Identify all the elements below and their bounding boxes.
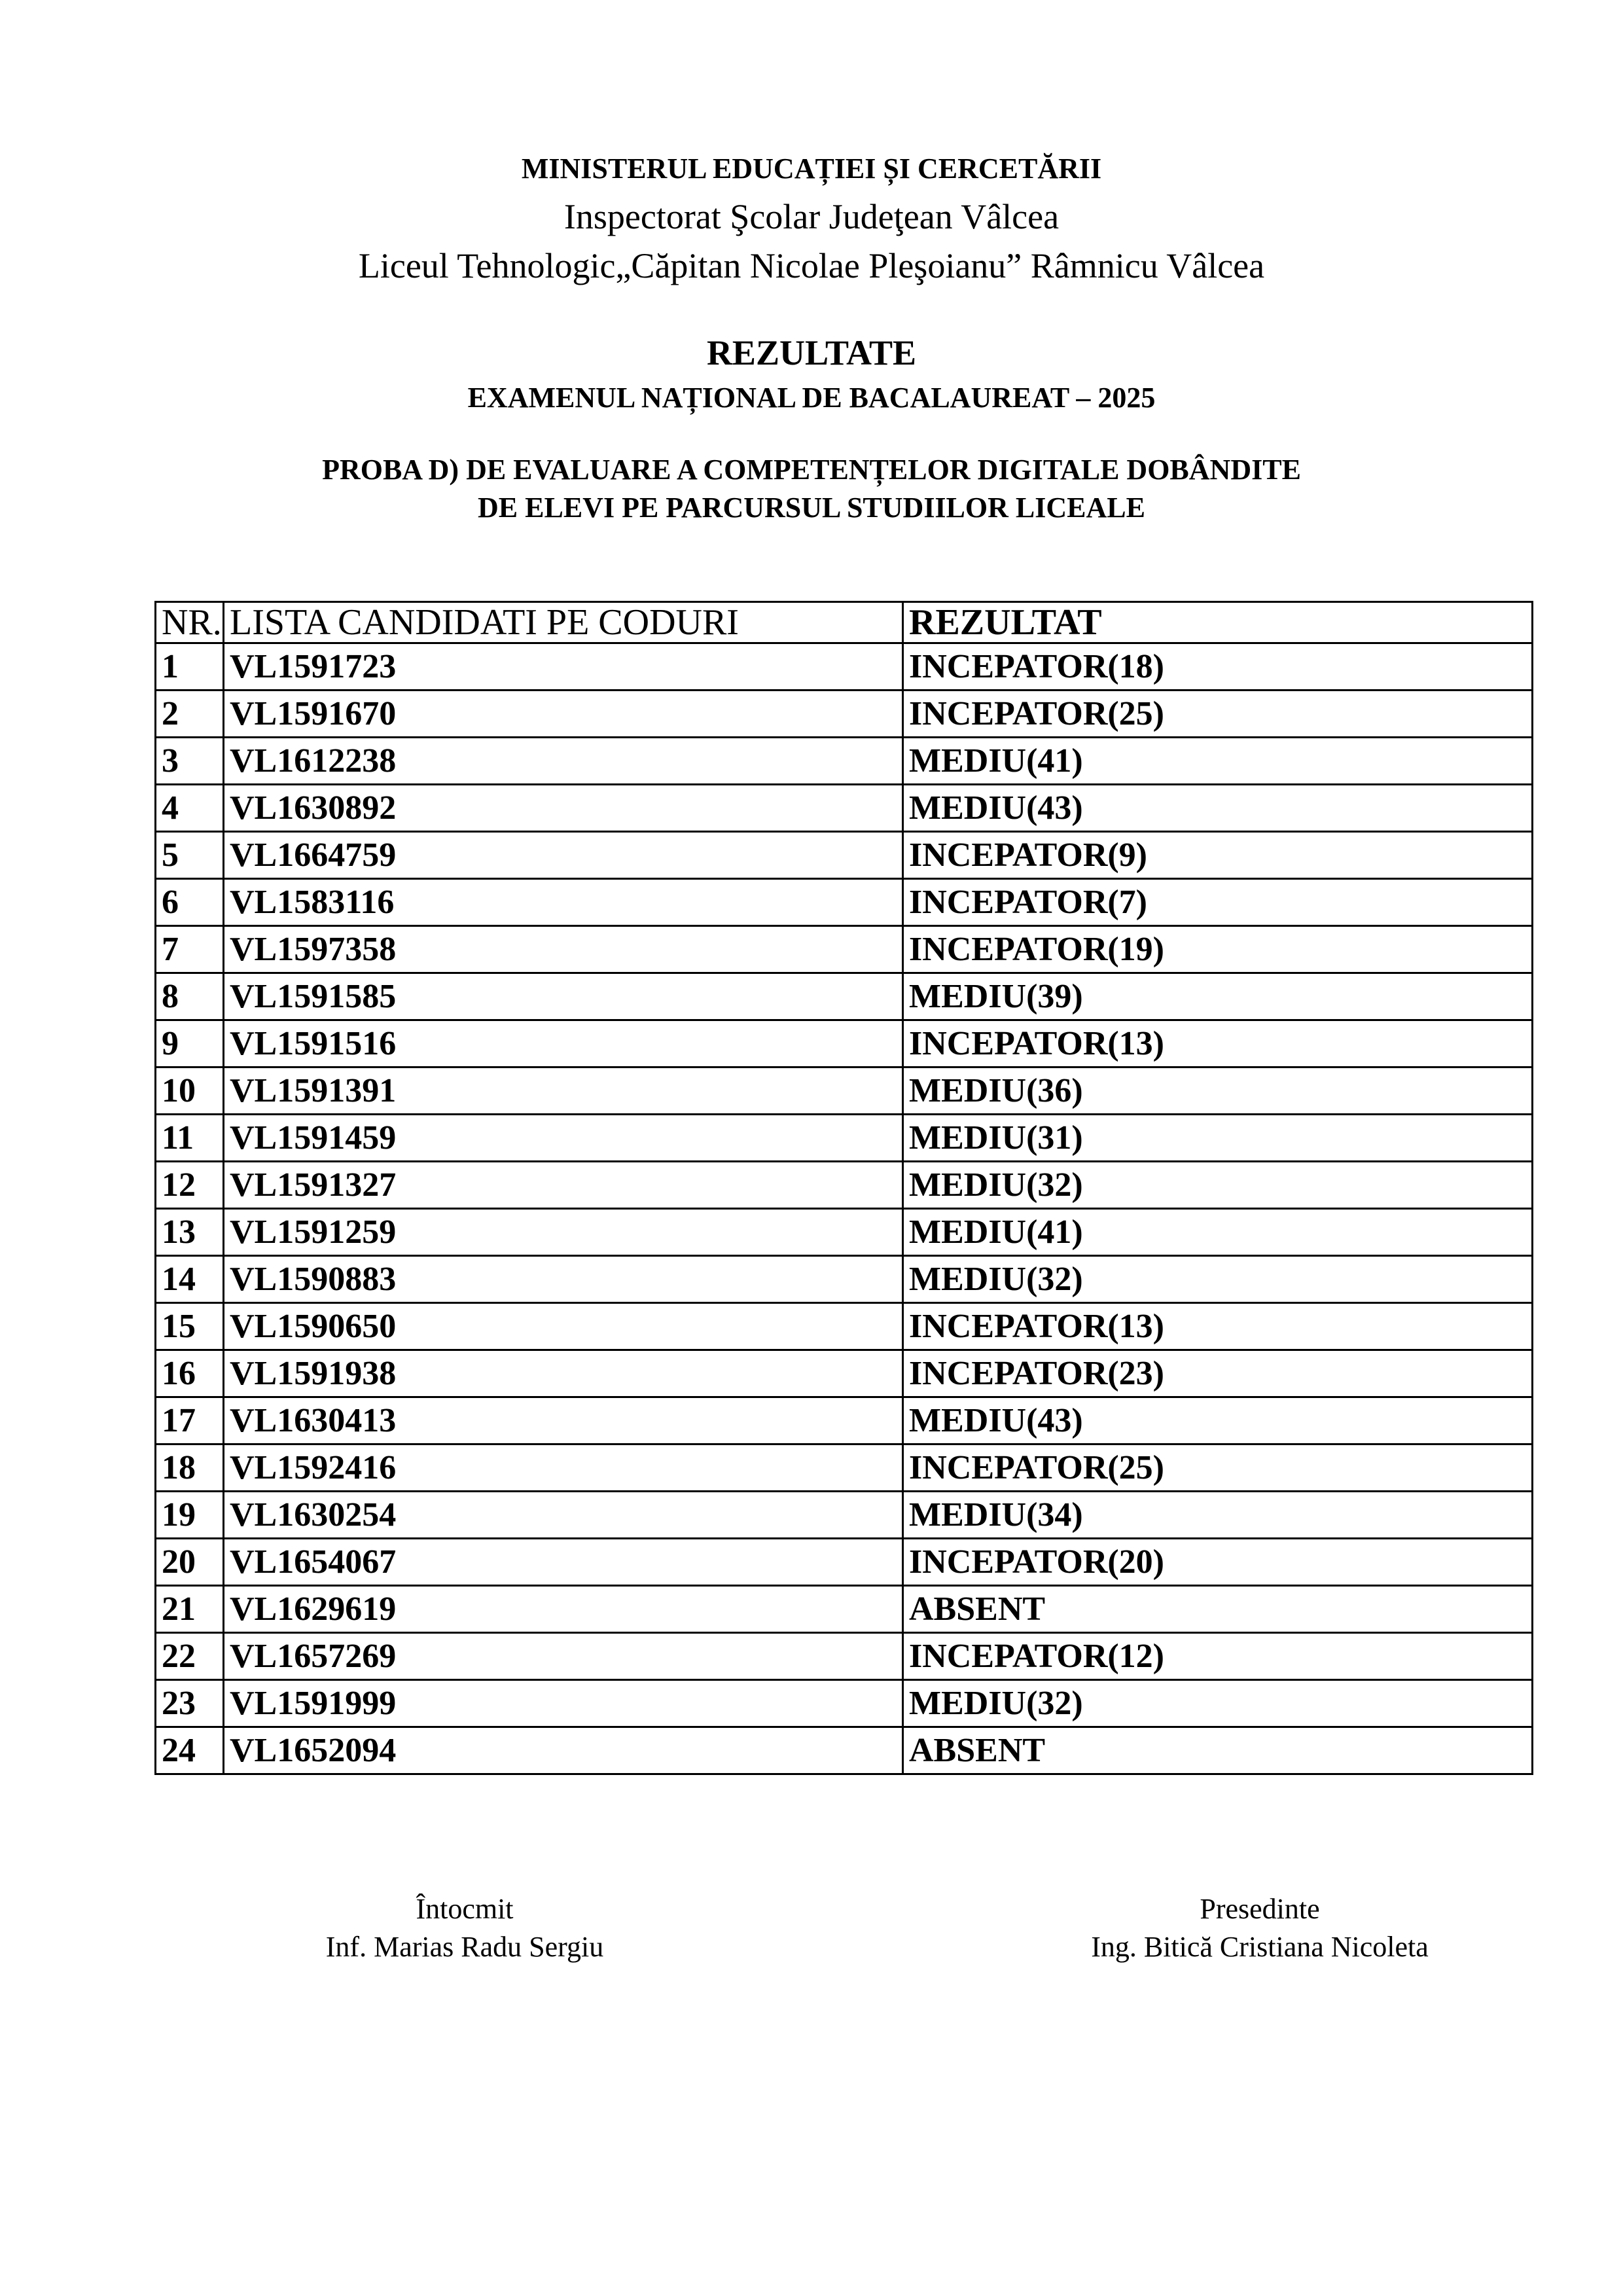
row-number: 18 xyxy=(156,1444,224,1492)
result-value: INCEPATOR(7) xyxy=(903,879,1533,926)
table-row xyxy=(156,1162,1533,1209)
school-heading: Liceul Tehnologic„Căpitan Nicolae Pleşoianu” Râmnicu Vâlcea xyxy=(358,246,1265,285)
result-value: MEDIU(32) xyxy=(903,1680,1533,1727)
result-value: MEDIU(36) xyxy=(903,1067,1533,1115)
table-row xyxy=(156,1727,1533,1774)
candidate-code: VL1630254 xyxy=(224,1492,903,1539)
result-value: MEDIU(32) xyxy=(903,1162,1533,1209)
result-value: ABSENT xyxy=(903,1727,1533,1774)
row-number: 2 xyxy=(156,691,224,738)
candidate-code: VL1590883 xyxy=(224,1256,903,1303)
candidate-code: VL1591259 xyxy=(224,1209,903,1256)
result-value: MEDIU(32) xyxy=(903,1256,1533,1303)
row-number: 21 xyxy=(156,1586,224,1633)
table-row xyxy=(156,926,1533,973)
result-value: MEDIU(39) xyxy=(903,973,1533,1020)
candidate-code: VL1664759 xyxy=(224,832,903,879)
candidate-code: VL1591670 xyxy=(224,691,903,738)
candidate-code: VL1591723 xyxy=(224,643,903,691)
table-header-row xyxy=(156,602,1533,643)
president-name: Ing. Bitică Cristiana Nicoleta xyxy=(1091,1931,1429,1963)
result-value: ABSENT xyxy=(903,1586,1533,1633)
row-number: 6 xyxy=(156,879,224,926)
result-value: INCEPATOR(12) xyxy=(903,1633,1533,1680)
candidate-code: VL1591327 xyxy=(224,1162,903,1209)
table-row xyxy=(156,1256,1533,1303)
table-row xyxy=(156,691,1533,738)
row-number: 11 xyxy=(156,1115,224,1162)
row-number: 15 xyxy=(156,1303,224,1350)
results-table-body xyxy=(156,643,1533,1774)
table-row xyxy=(156,1067,1533,1115)
result-value: INCEPATOR(25) xyxy=(903,691,1533,738)
result-value: INCEPATOR(23) xyxy=(903,1350,1533,1397)
row-number: 16 xyxy=(156,1350,224,1397)
table-row xyxy=(156,1115,1533,1162)
table-row xyxy=(156,1492,1533,1539)
exam-title: EXAMENUL NAȚIONAL DE BACALAUREAT – 2025 xyxy=(467,382,1156,414)
result-value: INCEPATOR(25) xyxy=(903,1444,1533,1492)
prepared-by-role: Întocmit xyxy=(416,1893,514,1925)
result-value: INCEPATOR(18) xyxy=(903,643,1533,691)
candidate-code: VL1597358 xyxy=(224,926,903,973)
row-number: 13 xyxy=(156,1209,224,1256)
table-row xyxy=(156,1680,1533,1727)
table-row xyxy=(156,1350,1533,1397)
row-number: 14 xyxy=(156,1256,224,1303)
row-number: 4 xyxy=(156,785,224,832)
candidate-code: VL1591938 xyxy=(224,1350,903,1397)
table-row xyxy=(156,738,1533,785)
candidate-code: VL1583116 xyxy=(224,879,903,926)
result-value: MEDIU(34) xyxy=(903,1492,1533,1539)
row-number: 19 xyxy=(156,1492,224,1539)
table-row xyxy=(156,1397,1533,1444)
inspectorate-heading: Inspectorat Şcolar Judeţean Vâlcea xyxy=(563,197,1060,236)
candidate-code: VL1590650 xyxy=(224,1303,903,1350)
result-value: INCEPATOR(19) xyxy=(903,926,1533,973)
candidate-code: VL1591391 xyxy=(224,1067,903,1115)
table-row xyxy=(156,1633,1533,1680)
row-number: 1 xyxy=(156,643,224,691)
result-value: MEDIU(31) xyxy=(903,1115,1533,1162)
result-value: INCEPATOR(9) xyxy=(903,832,1533,879)
row-number: 20 xyxy=(156,1539,224,1586)
candidate-code: VL1629619 xyxy=(224,1586,903,1633)
header-candidates: LISTA CANDIDATI PE CODURI xyxy=(224,602,903,643)
row-number: 3 xyxy=(156,738,224,785)
table-row xyxy=(156,785,1533,832)
result-value: INCEPATOR(13) xyxy=(903,1303,1533,1350)
table-row xyxy=(156,1303,1533,1350)
results-table xyxy=(154,601,1533,1775)
candidate-code: VL1591999 xyxy=(224,1680,903,1727)
row-number: 7 xyxy=(156,926,224,973)
result-value: MEDIU(41) xyxy=(903,1209,1533,1256)
candidate-code: VL1612238 xyxy=(224,738,903,785)
candidate-code: VL1657269 xyxy=(224,1633,903,1680)
table-row xyxy=(156,973,1533,1020)
proba-title-line1: PROBA D) DE EVALUARE A COMPETENȚELOR DIGITALE DOBÂNDITE xyxy=(322,454,1301,486)
row-number: 24 xyxy=(156,1727,224,1774)
table-row xyxy=(156,1020,1533,1067)
table-row xyxy=(156,832,1533,879)
row-number: 17 xyxy=(156,1397,224,1444)
row-number: 5 xyxy=(156,832,224,879)
row-number: 10 xyxy=(156,1067,224,1115)
row-number: 9 xyxy=(156,1020,224,1067)
table-row xyxy=(156,879,1533,926)
candidate-code: VL1591459 xyxy=(224,1115,903,1162)
table-row xyxy=(156,1209,1533,1256)
candidate-code: VL1591585 xyxy=(224,973,903,1020)
row-number: 22 xyxy=(156,1633,224,1680)
header-nr: NR. xyxy=(156,602,224,643)
document-title: REZULTATE xyxy=(706,333,917,372)
result-value: MEDIU(43) xyxy=(903,1397,1533,1444)
candidate-code: VL1591516 xyxy=(224,1020,903,1067)
row-number: 8 xyxy=(156,973,224,1020)
table-row xyxy=(156,1539,1533,1586)
result-value: MEDIU(41) xyxy=(903,738,1533,785)
header-result: REZULTAT xyxy=(903,602,1533,643)
ministry-heading: MINISTERUL EDUCAȚIEI ȘI CERCETĂRII xyxy=(521,152,1102,185)
proba-title-line2: DE ELEVI PE PARCURSUL STUDIILOR LICEALE xyxy=(478,492,1145,524)
candidate-code: VL1592416 xyxy=(224,1444,903,1492)
candidate-code: VL1652094 xyxy=(224,1727,903,1774)
candidate-code: VL1654067 xyxy=(224,1539,903,1586)
result-value: INCEPATOR(13) xyxy=(903,1020,1533,1067)
result-value: INCEPATOR(20) xyxy=(903,1539,1533,1586)
table-row xyxy=(156,1444,1533,1492)
table-row xyxy=(156,643,1533,691)
candidate-code: VL1630892 xyxy=(224,785,903,832)
table-row xyxy=(156,1586,1533,1633)
row-number: 23 xyxy=(156,1680,224,1727)
candidate-code: VL1630413 xyxy=(224,1397,903,1444)
signature-prepared-by xyxy=(275,1890,654,1966)
row-number: 12 xyxy=(156,1162,224,1209)
signature-president xyxy=(975,1890,1544,1966)
result-value: MEDIU(43) xyxy=(903,785,1533,832)
prepared-by-name: Inf. Marias Radu Sergiu xyxy=(325,1931,604,1963)
president-role: Presedinte xyxy=(1200,1893,1320,1925)
